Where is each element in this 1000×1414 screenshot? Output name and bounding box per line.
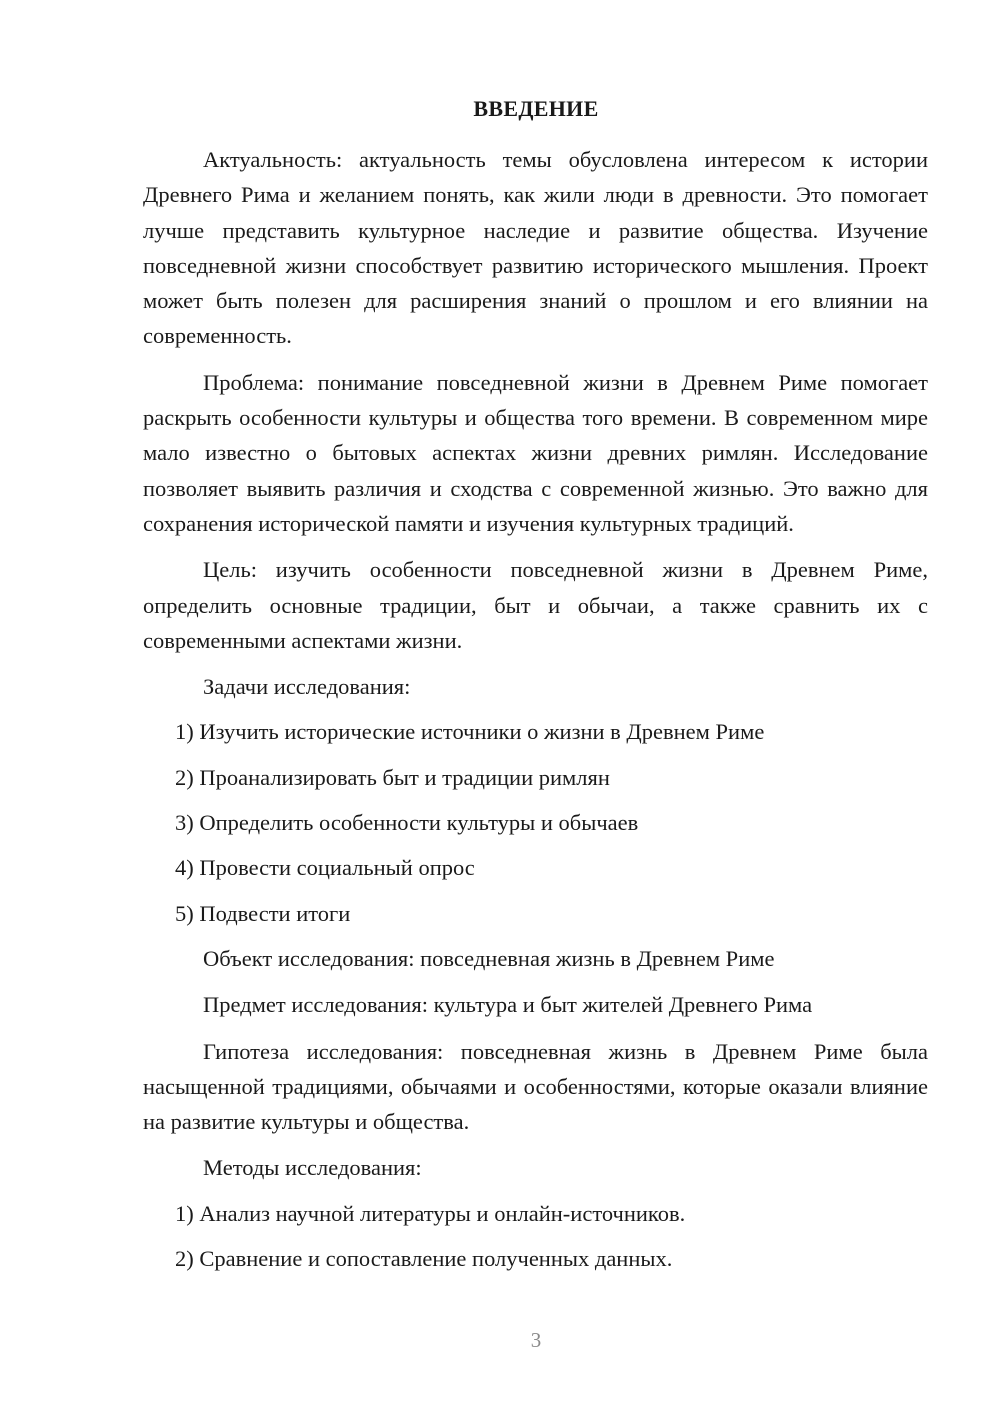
paragraph-problem: Проблема: понимание повседневной жизни в Древнем Риме помогает раскрыть особенности культуры и общества того времени. В современном мире мало известно о бытовых аспектах жизни древних римлян. Исследование позволяет выявить различия и сходства с современной жизнью. Это важно для сохранения исторической памяти и изучения культурных традиций. — [143, 369, 928, 536]
method-item: 2) Сравнение и сопоставление полученных данных. — [175, 1246, 673, 1272]
paragraph-goal: Цель: изучить особенности повседневной жизни в Древнем Риме, определить основные традиции, быт и обычаи, а также сравнить их с современными аспектами жизни. — [143, 557, 928, 653]
task-item: 3) Определить особенности культуры и обычаев — [175, 810, 639, 836]
page-number: 3 — [530, 1328, 542, 1352]
research-subject: Предмет исследования: культура и быт жителей Древнего Рима — [203, 992, 813, 1018]
research-hypothesis: Гипотеза исследования: повседневная жизнь в Древнем Риме была насыщенной традициями, обычаями и особенностями, которые оказали влияние на развитие культуры и общества. — [143, 1038, 928, 1135]
task-item: 2) Проанализировать быт и традиции римлян — [175, 764, 610, 790]
task-item: 5) Подвести итоги — [175, 900, 351, 926]
methods-heading: Методы исследования: — [203, 1155, 422, 1181]
tasks-heading: Задачи исследования: — [203, 674, 411, 700]
document-body — [143, 142, 928, 1276]
method-item: 1) Анализ научной литературы и онлайн-источников. — [175, 1200, 686, 1226]
task-item: 4) Провести социальный опрос — [175, 855, 475, 881]
research-object: Объект исследования: повседневная жизнь в Древнем Риме — [203, 945, 775, 971]
page-title: ВВЕДЕНИЕ — [473, 96, 599, 121]
paragraph-relevance: Актуальность: актуальность темы обусловлена интересом к истории Древнего Рима и желанием понять, как жили люди в древности. Это помогает лучше представить культурное наследие и развитие общества. Изучение повседневной жизни способствует развитию исторического мышления. Проект может быть полезен для расширения знаний о прошлом и его влиянии на современность. — [143, 147, 928, 349]
task-item: 1) Изучить исторические источники о жизни в Древнем Риме — [175, 719, 765, 745]
